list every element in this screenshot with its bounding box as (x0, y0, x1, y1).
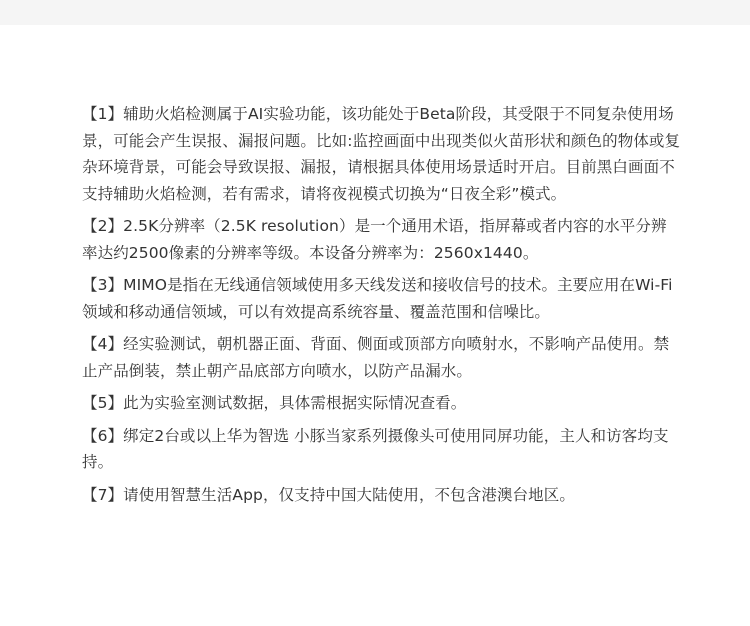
top-band (0, 0, 750, 25)
footnote-5: 【5】此为实验室测试数据，具体需根据实际情况查看。 (82, 394, 467, 412)
footnote-1: 【1】辅助火焰检测属于AI实验功能，该功能处于Beta阶段，其受限于不同复杂使用场景，可能会产生误报、漏报问题。比如:监控画面中出现类似火苗形状和颜色的物体或复杂环境背景，可能会导致误报、漏报，请根据具体使用场景适时开启。目前黑白画面不支持辅助火焰检测，若有需求，请将夜视模式切换为“日夜全彩”模式。 (82, 105, 681, 203)
footnote-3: 【3】MIMO是指在无线通信领域使用多天线发送和接收信号的技术。主要应用在Wi-Fi领域和移动通信领域，可以有效提高系统容量、覆盖范围和信噪比。 (82, 276, 673, 321)
footnote-6: 【6】绑定2台或以上华为智选 小豚当家系列摄像头可使用同屏功能，主人和访客均支持。 (82, 426, 669, 471)
footnote-4: 【4】经实验测试，朝机器正面、背面、侧面或顶部方向喷射水，不影响产品使用。禁止产品倒装，禁止朝产品底部方向喷水，以防产品漏水。 (82, 335, 670, 380)
footnote-2: 【2】2.5K分辨率（2.5K resolution）是一个通用术语，指屏幕或者内容的水平分辨率达约2500像素的分辨率等级。本设备分辨率为：2560x1440。 (82, 217, 667, 262)
footnote-7: 【7】请使用智慧生活App，仅支持中国大陆使用，不包含港澳台地区。 (82, 485, 575, 504)
footnotes (82, 101, 682, 508)
